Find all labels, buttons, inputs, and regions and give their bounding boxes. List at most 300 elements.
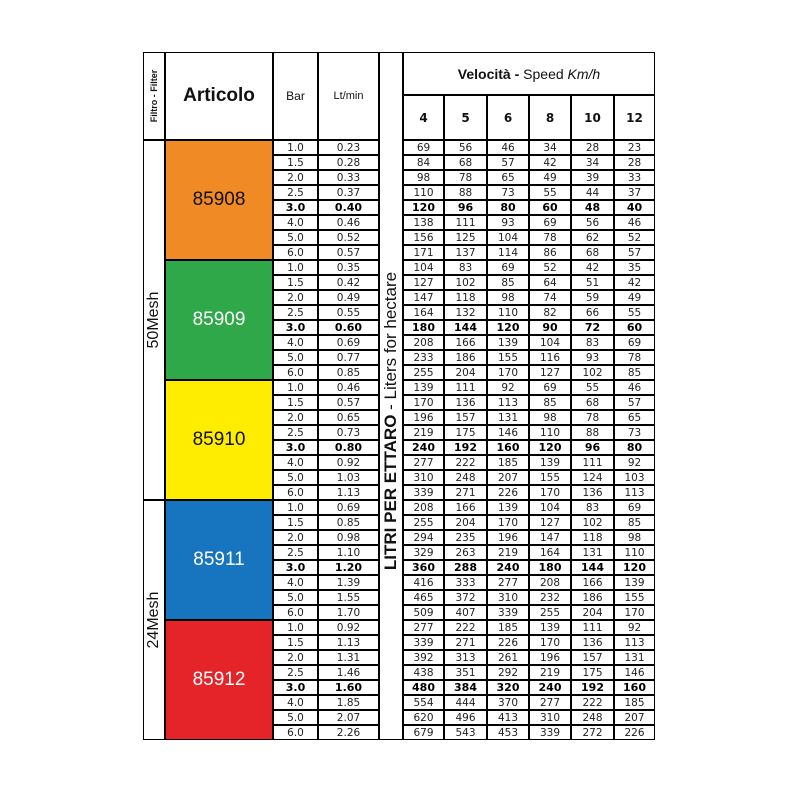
flow-cell (318, 185, 379, 200)
article-85911 (165, 500, 273, 620)
rate-value: 110 (497, 306, 519, 319)
bar-cell (273, 170, 318, 185)
rate-value: 204 (455, 366, 476, 379)
flow-value: 0.73 (336, 426, 361, 439)
rate-cell (487, 650, 529, 665)
flow-cell (318, 170, 379, 185)
rate-value: 175 (582, 666, 603, 679)
rate-cell (529, 185, 571, 200)
rate-value: 144 (581, 561, 604, 574)
rate-value: 226 (497, 636, 519, 649)
bar-header-label: Bar (286, 89, 305, 103)
rate-cell (403, 500, 444, 515)
flow-cell (318, 665, 379, 680)
rate-cell (487, 335, 529, 350)
flow-cell (318, 395, 379, 410)
bar-value: 4.0 (287, 456, 304, 469)
rate-value: 219 (539, 666, 561, 679)
flow-cell (318, 200, 379, 215)
rate-value: 80 (500, 201, 516, 214)
rate-value: 131 (582, 546, 603, 559)
rate-value: 46 (627, 216, 642, 229)
article-85912 (165, 620, 273, 740)
rate-cell (444, 215, 487, 230)
rate-cell (614, 470, 655, 485)
rate-cell (529, 350, 571, 365)
rate-cell (614, 260, 655, 275)
rate-cell (403, 260, 444, 275)
rate-value: 44 (585, 186, 600, 199)
rate-cell (444, 605, 487, 620)
rate-value: 127 (539, 516, 561, 529)
rate-value: 83 (585, 336, 600, 349)
rate-cell (529, 680, 571, 695)
rate-value: 164 (413, 306, 434, 319)
rate-value: 69 (501, 261, 515, 274)
rate-value: 277 (539, 696, 561, 709)
rate-cell (529, 455, 571, 470)
rate-value: 139 (497, 336, 519, 349)
rate-cell (487, 485, 529, 500)
rate-value: 33 (627, 171, 642, 184)
rate-value: 146 (624, 666, 645, 679)
rate-value: 52 (627, 231, 642, 244)
rate-cell (614, 425, 655, 440)
rate-cell (614, 200, 655, 215)
rate-cell (444, 395, 487, 410)
rate-value: 64 (543, 276, 557, 289)
bar-cell (273, 605, 318, 620)
rate-value: 68 (585, 396, 600, 409)
bar-value: 5.0 (287, 351, 304, 364)
rate-value: 127 (539, 366, 561, 379)
rate-cell (614, 365, 655, 380)
rate-cell (444, 725, 487, 740)
rate-value: 23 (627, 141, 642, 154)
rate-cell (529, 425, 571, 440)
rate-value: 543 (455, 726, 476, 739)
rate-cell (487, 665, 529, 680)
flow-value: 0.85 (336, 366, 361, 379)
flow-cell (318, 485, 379, 500)
rate-cell (444, 635, 487, 650)
rate-value: 57 (627, 396, 642, 409)
rate-value: 166 (455, 501, 476, 514)
rate-value: 102 (455, 276, 476, 289)
bar-value: 2.0 (287, 651, 304, 664)
rate-cell (444, 500, 487, 515)
bar-cell (273, 335, 318, 350)
article-code: 85912 (192, 669, 246, 690)
rate-cell (444, 350, 487, 365)
speed-unit: Km/h (567, 65, 601, 82)
bar-value: 1.0 (287, 261, 304, 274)
flow-value: 0.92 (336, 456, 361, 469)
bar-value: 4.0 (287, 336, 304, 349)
rate-value: 271 (455, 636, 476, 649)
rate-value: 147 (539, 531, 561, 544)
rate-value: 170 (539, 486, 561, 499)
rate-cell (571, 515, 614, 530)
rate-cell (529, 560, 571, 575)
rate-value: 186 (582, 591, 603, 604)
bar-value: 2.0 (287, 531, 304, 544)
rate-value: 496 (455, 711, 476, 724)
article-85908 (165, 140, 273, 260)
rate-cell (444, 575, 487, 590)
rate-cell (444, 620, 487, 635)
bar-value: 2.5 (287, 186, 304, 199)
bar-value: 1.0 (287, 501, 304, 514)
rate-cell (444, 200, 487, 215)
rate-value: 261 (497, 651, 519, 664)
rate-cell (487, 695, 529, 710)
speed-col-6 (487, 95, 529, 140)
rate-cell (614, 530, 655, 545)
rate-value: 166 (455, 336, 476, 349)
rate-cell (487, 245, 529, 260)
rate-cell (614, 545, 655, 560)
rate-cell (444, 380, 487, 395)
bar-value: 1.5 (287, 156, 304, 169)
rate-value: 207 (624, 711, 645, 724)
rate-cell (487, 590, 529, 605)
rate-value: 204 (582, 606, 603, 619)
rate-cell (487, 185, 529, 200)
rate-cell (571, 680, 614, 695)
rate-value: 51 (585, 276, 600, 289)
flow-cell (318, 290, 379, 305)
rate-cell (571, 185, 614, 200)
rate-cell (403, 140, 444, 155)
rate-cell (403, 680, 444, 695)
rate-cell (614, 635, 655, 650)
rate-value: 42 (627, 276, 642, 289)
rate-value: 407 (455, 606, 476, 619)
rate-value: 180 (412, 321, 435, 334)
flow-value: 0.69 (336, 501, 361, 514)
rate-value: 131 (497, 411, 519, 424)
rate-value: 28 (627, 156, 642, 169)
articolo-header-label: Articolo (183, 85, 255, 106)
rate-value: 57 (501, 156, 515, 169)
rate-cell (614, 680, 655, 695)
rate-value: 248 (582, 711, 603, 724)
speed-col-5 (444, 95, 487, 140)
mesh-label: 50Mesh (145, 291, 162, 349)
rate-cell (487, 635, 529, 650)
rate-cell (487, 500, 529, 515)
rate-value: 144 (454, 321, 477, 334)
rate-value: 83 (585, 501, 600, 514)
rate-value: 98 (543, 411, 557, 424)
mesh-group (143, 500, 165, 740)
rate-value: 120 (538, 441, 562, 454)
speed-value: 5 (461, 110, 470, 125)
rate-value: 185 (624, 696, 645, 709)
rate-cell (403, 710, 444, 725)
rate-value: 124 (582, 471, 603, 484)
rate-cell (529, 695, 571, 710)
rate-cell (529, 215, 571, 230)
flow-cell (318, 425, 379, 440)
flow-cell (318, 620, 379, 635)
rate-cell (614, 170, 655, 185)
rate-cell (614, 245, 655, 260)
bar-cell (273, 215, 318, 230)
rate-cell (487, 410, 529, 425)
rate-cell (571, 530, 614, 545)
rate-value: 208 (413, 501, 434, 514)
rate-value: 102 (582, 516, 603, 529)
rate-cell (571, 230, 614, 245)
flow-cell (318, 440, 379, 455)
rate-cell (614, 650, 655, 665)
rate-value: 80 (626, 441, 643, 454)
rate-cell (529, 380, 571, 395)
flow-cell (318, 275, 379, 290)
rate-cell (403, 380, 444, 395)
rate-cell (403, 410, 444, 425)
rate-value: 46 (501, 141, 515, 154)
rate-cell (403, 515, 444, 530)
rate-value: 208 (539, 576, 561, 589)
rate-value: 255 (413, 366, 434, 379)
rate-cell (403, 395, 444, 410)
rate-cell (614, 290, 655, 305)
rate-value: 69 (543, 216, 557, 229)
rate-value: 69 (627, 336, 642, 349)
rate-value: 139 (624, 576, 645, 589)
rate-value: 113 (497, 396, 519, 409)
rate-value: 85 (501, 276, 515, 289)
flow-cell (318, 410, 379, 425)
rate-value: 170 (413, 396, 434, 409)
flow-value: 0.40 (334, 201, 363, 214)
rate-cell (403, 530, 444, 545)
rate-value: 35 (627, 261, 642, 274)
rate-value: 392 (413, 651, 434, 664)
rate-value: 196 (497, 531, 519, 544)
rate-value: 248 (455, 471, 476, 484)
rate-value: 132 (455, 306, 476, 319)
rate-cell (444, 695, 487, 710)
rate-cell (487, 305, 529, 320)
flow-value: 1.10 (336, 546, 361, 559)
bar-value: 2.0 (287, 411, 304, 424)
rate-value: 118 (582, 531, 603, 544)
rate-cell (614, 275, 655, 290)
flow-value: 0.46 (336, 381, 361, 394)
bar-cell (273, 230, 318, 245)
rate-value: 370 (497, 696, 519, 709)
bar-cell (273, 455, 318, 470)
rate-value: 136 (582, 486, 603, 499)
flow-cell (318, 680, 379, 695)
rate-value: 82 (543, 306, 557, 319)
rate-cell (487, 365, 529, 380)
rate-cell (529, 305, 571, 320)
rate-value: 84 (416, 156, 431, 169)
rate-cell (571, 410, 614, 425)
rate-cell (614, 710, 655, 725)
flow-cell (318, 380, 379, 395)
rate-value: 170 (624, 606, 645, 619)
rate-cell (444, 515, 487, 530)
bar-value: 6.0 (287, 606, 304, 619)
rate-cell (571, 260, 614, 275)
rate-cell (614, 560, 655, 575)
rate-cell (403, 200, 444, 215)
rate-value: 139 (539, 621, 561, 634)
rate-cell (529, 275, 571, 290)
rate-value: 219 (497, 546, 519, 559)
rate-value: 111 (455, 216, 476, 229)
rate-value: 72 (584, 321, 601, 334)
rate-cell (571, 320, 614, 335)
rate-cell (403, 245, 444, 260)
bar-value: 5.0 (287, 231, 304, 244)
rate-value: 333 (455, 576, 476, 589)
rate-value: 55 (543, 186, 557, 199)
bar-value: 1.5 (287, 396, 304, 409)
rate-value: 93 (501, 216, 515, 229)
filter-header-label: Filtro - Filter (149, 69, 159, 123)
rate-value: 60 (542, 201, 558, 214)
rate-value: 155 (497, 351, 519, 364)
rate-value: 196 (413, 411, 434, 424)
rate-value: 37 (627, 186, 642, 199)
rate-cell (403, 440, 444, 455)
rate-value: 232 (539, 591, 561, 604)
rate-value: 96 (457, 201, 474, 214)
rate-value: 68 (458, 156, 473, 169)
rate-cell (571, 215, 614, 230)
rate-value: 74 (543, 291, 557, 304)
flow-cell (318, 650, 379, 665)
speed-col-10 (571, 95, 614, 140)
bar-cell (273, 275, 318, 290)
article-code: 85911 (193, 549, 245, 570)
bar-header (273, 52, 318, 140)
bar-cell (273, 725, 318, 740)
rate-cell (614, 230, 655, 245)
rate-cell (529, 590, 571, 605)
article-code: 85910 (192, 429, 246, 450)
rate-cell (614, 500, 655, 515)
flow-cell (318, 365, 379, 380)
rate-cell (403, 650, 444, 665)
rate-value: 85 (627, 366, 642, 379)
speed-value: 4 (419, 110, 428, 125)
rate-cell (529, 260, 571, 275)
bar-cell (273, 560, 318, 575)
rate-cell (529, 575, 571, 590)
rate-value: 139 (497, 501, 519, 514)
rate-cell (487, 530, 529, 545)
rate-cell (529, 155, 571, 170)
rate-cell (614, 215, 655, 230)
rate-value: 339 (539, 726, 561, 739)
flow-cell (318, 260, 379, 275)
rate-value: 339 (413, 636, 434, 649)
rate-cell (571, 350, 614, 365)
rate-cell (487, 170, 529, 185)
bar-cell (273, 710, 318, 725)
rate-value: 90 (542, 321, 558, 334)
rate-cell (571, 290, 614, 305)
bar-cell (273, 665, 318, 680)
rate-value: 65 (627, 411, 642, 424)
rate-value: 98 (416, 171, 431, 184)
rate-cell (444, 710, 487, 725)
rate-cell (403, 575, 444, 590)
rate-value: 208 (413, 336, 434, 349)
flow-cell (318, 560, 379, 575)
flow-cell (318, 320, 379, 335)
rate-value: 78 (458, 171, 473, 184)
rate-cell (487, 560, 529, 575)
rate-cell (614, 380, 655, 395)
rate-value: 42 (585, 261, 600, 274)
rate-value: 120 (623, 561, 646, 574)
bar-cell (273, 290, 318, 305)
rate-value: 310 (539, 711, 561, 724)
rate-cell (571, 170, 614, 185)
rate-value: 255 (413, 516, 434, 529)
flow-value: 1.13 (336, 636, 361, 649)
rate-value: 147 (413, 291, 434, 304)
rate-value: 78 (627, 351, 642, 364)
flow-cell (318, 470, 379, 485)
flow-value: 0.55 (336, 306, 361, 319)
rate-cell (571, 425, 614, 440)
rate-cell (529, 290, 571, 305)
rate-value: 93 (585, 351, 600, 364)
rate-cell (614, 410, 655, 425)
bar-value: 3.0 (285, 201, 306, 214)
rate-value: 59 (585, 291, 600, 304)
rate-cell (571, 650, 614, 665)
flow-cell (318, 230, 379, 245)
rate-cell (403, 605, 444, 620)
flow-value: 0.57 (336, 246, 361, 259)
rate-value: 116 (539, 351, 561, 364)
rate-value: 170 (497, 366, 519, 379)
rate-value: 240 (496, 561, 520, 574)
rate-cell (403, 590, 444, 605)
rate-value: 219 (413, 426, 434, 439)
flow-value: 1.85 (336, 696, 361, 709)
rate-cell (487, 620, 529, 635)
rate-value: 235 (455, 531, 476, 544)
rate-value: 104 (497, 231, 519, 244)
rate-value: 125 (455, 231, 476, 244)
rate-value: 138 (413, 216, 434, 229)
rate-cell (487, 440, 529, 455)
rate-cell (444, 590, 487, 605)
rate-cell (403, 455, 444, 470)
rate-value: 277 (413, 456, 434, 469)
rate-value: 171 (413, 246, 434, 259)
rate-value: 66 (585, 306, 600, 319)
flow-value: 1.60 (334, 681, 363, 694)
flow-value: 0.42 (336, 276, 361, 289)
bar-value: 2.5 (287, 306, 304, 319)
rate-cell (571, 560, 614, 575)
rate-value: 160 (623, 681, 646, 694)
rate-cell (614, 305, 655, 320)
